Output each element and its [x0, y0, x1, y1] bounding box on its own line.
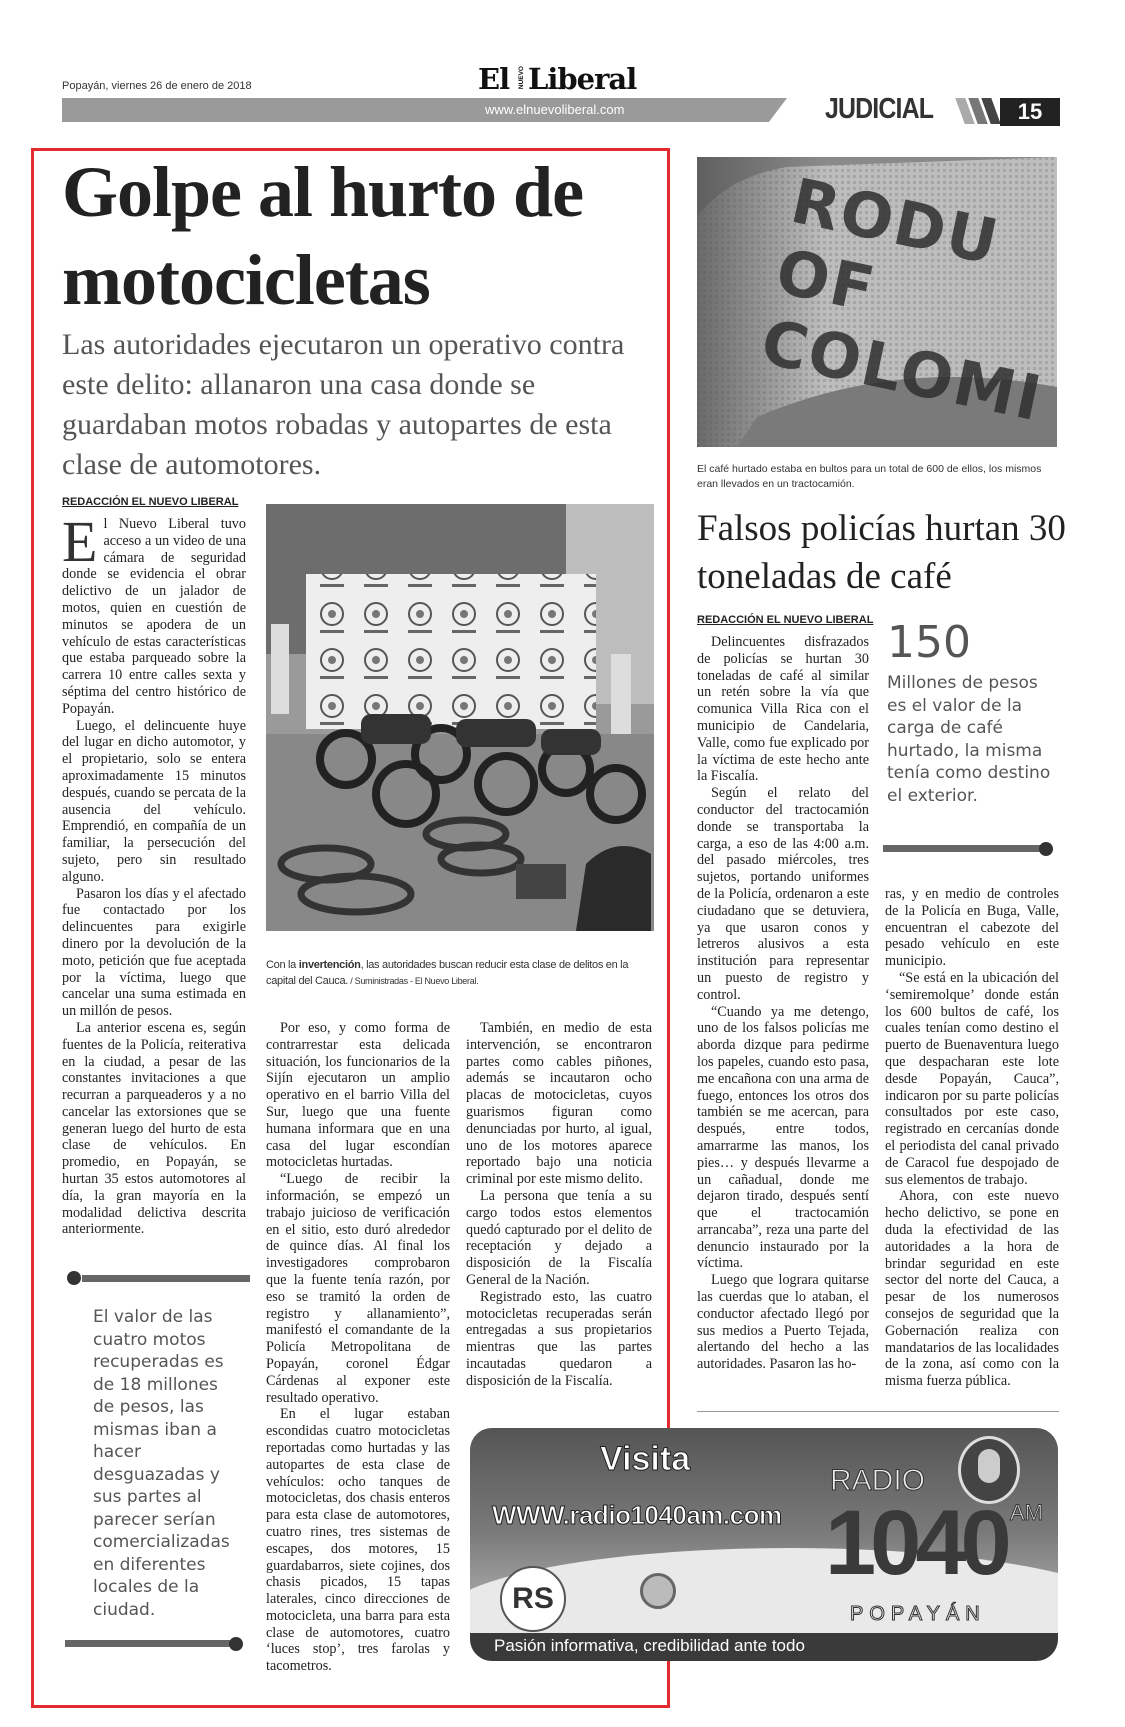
ad-frequency: 1040: [825, 1492, 1006, 1594]
col2-p3: En el lugar estaban escondidas cuatro motocicletas reportadas como hurtadas y las autopartes de esta clase de vehículos: ocho tanques de motocicletas, dos chasis enteros para esta clase de automotores, cuatro rines, tres sistemas de escapes, dos motores, 15 guardabarros, siete cojines, dos chasis picados, 15 tapas laterales, cinco direcciones de motocicleta, una barra para esta clase de automotores, cuatro ‘luces stop’, tres farolas y tacometros.: [266, 1406, 450, 1675]
main-byline: REDACCIÓN EL NUEVO LIBERAL: [62, 496, 239, 508]
side-colB-p3: Ahora, con este nuevo hecho delictivo, se pone en duda la efectividad de las autoridades a la hora de brindar seguridad en este sector del norte del Cauca, a pesar de los numerosos consejos de seguridad que la Gobernación realiza con mandatarios de las localidades de la zona, así como con la misma fuerza pública.: [885, 1188, 1059, 1390]
main-column-1: [62, 509, 246, 1238]
section-chevrons: [960, 98, 996, 124]
ad-city: POPAYÁN: [850, 1603, 986, 1625]
side-colB-p1: ras, y en medio de controles de la Policía en Buga, Valle, encuentran el cabezote del pesado vehículo en este municipio.: [885, 886, 1059, 970]
side-colA-p1: Delincuentes disfrazados de policías se hurtan 30 toneladas de café al similar un retén sobre la vía que comunica Villa Rica con el municipio de Candelaria, Valle, como fue explicado por la víctima de este hecho ante la Fiscalía.: [697, 634, 869, 785]
side-byline: REDACCIÓN EL NUEVO LIBERAL: [697, 614, 874, 626]
pull-quote-rule-bottom: [65, 1640, 230, 1647]
rs-logo: [500, 1566, 566, 1632]
logo-el: El: [478, 62, 510, 96]
side-colB-p2: “Se está en la ubicación del ‘semiremolque’ donde están los 600 bultos de café, los cuales tenían como destino el puerto de Buenaventura luego que despacharan este lote desde Popayán, Cauca”, indicaron por su parte policías consultados por este caso, registrado en cercanías donde el periodista del canal privado de Caracol fue despojado de sus elementos de trabajo.: [885, 969, 1059, 1188]
ad-slogan: Pasión informativa, credibilidad ante todo: [494, 1636, 805, 1655]
col2-p2: “Luego de recibir la información, se empezó un trabajo juicioso de verificación en el sitio, esto duró alrededor de quince días. Al final los investigadores comprobaron que la fuente tenía razón, por eso se tramitó la orden de registro y allanamiento”, manifestó el comandante de la Policía Metropolitana de Popayán, coronel Édgar Cárdenas al exponer este resultado operativo.: [266, 1171, 450, 1406]
rs-logo-text: RS: [512, 1582, 554, 1615]
side-column-b: [885, 886, 1059, 1390]
col1-p2: Luego, el delincuente huye del lugar en dicho automotor, y el propietario, solo se entera aproximadamente 15 minutos después, cuando se percata de la ausencia del vehículo. Emprendió, en compañía de un familiar, la persecución del sujeto, pero sin resultado alguno.: [62, 717, 246, 885]
ad-divider: [697, 1411, 1059, 1412]
header-bar: [62, 98, 787, 122]
swirl-icon: [640, 1573, 676, 1609]
col1-p4: La anterior escena es, según fuentes de la Policía, reiterativa en la ciudad, a pesar de las constantes invitaciones a que recurran a parqueaderos y a no cancelar las extorsiones que se generan luego del hurto de esta clase de vehículos. En promedio, en Popayán, se hurtan 35 estos automotores al día, la gran mayoría en la modalidad delictiva descrita anteriormente.: [62, 1019, 246, 1238]
col3-p2: La persona que tenía a su cargo todos estos elementos quedó capturado por el delito de receptación y dejado a disposición de la Fiscalía General de la Nación.: [466, 1187, 652, 1288]
side-headline: Falsos policías hurtan 30 toneladas de café: [697, 508, 1066, 597]
pull-quote-dot-top: [67, 1271, 81, 1285]
section-title: JUDICIAL: [825, 93, 934, 125]
logo-nuevo: NUEVO: [518, 66, 525, 90]
coffee-sack-print: RODU OF COLOMI: [755, 164, 1050, 436]
main-subhead: Las autoridades ejecutaron un operativo contra este delito: allanaron una casa donde se guardaban motos robadas y autopartes de esta clase de automotores.: [62, 328, 625, 481]
side-colA-p4: Luego que lograra quitarse las cuerdas que lo ataban, el conductor afectado llegó por sus medios a Puerto Tejada, alertando del hecho a las autoridades. Pasaron las ho-: [697, 1272, 869, 1373]
dateline: Popayán, viernes 26 de enero de 2018: [62, 80, 252, 92]
logo-liberal: Liberal: [528, 62, 637, 96]
ad-am-label: AM: [1010, 1500, 1043, 1525]
masthead-logo: [478, 62, 638, 96]
main-column-2: [266, 1020, 450, 1675]
drop-cap: E: [62, 509, 98, 574]
stat-number: 150: [887, 617, 971, 668]
ad-visit-label: Visita: [600, 1440, 691, 1478]
side-colA-p3: “Cuando ya me detengo, uno de los falsos policías me aborda dizque para pedirme los papeles, cuando esto pasa, me encañona con una arma de fuego, entonces los otros dos también se me acercan, para después, entre todos, amarrarme las manos, los pies… y después llevarme a un cañadual, donde me dejaron tirado, después sentí que el tractocamión arrancaba”, reza una parte del denuncio instaurado por la víctima.: [697, 1003, 869, 1272]
ad-url[interactable]: WWW.radio1040am.com: [492, 1500, 782, 1530]
col1-p1: l Nuevo Liberal tuvo acceso a un video de una cámara de seguridad donde se evidencia el obrar delictivo de un jalador de motos, quien en cuestión de minutos se apodera de un vehículo de estas características que estaba parqueado sobre la carrera 10 entre calles sexta y séptima del centro histórico de Popayán.: [62, 516, 246, 717]
page-number: 15: [1000, 98, 1060, 126]
pull-quote-dot-bottom: [229, 1637, 243, 1651]
ad-radio-label: RADIO: [830, 1464, 926, 1497]
col1-p3: Pasaron los días y el afectado fue contactado por los delincuentes para exigirle dinero por la devolución de la moto, petición que fue aceptada por la víctima, luego que cancelar una suma estimada en un millón de pesos.: [62, 885, 246, 1020]
main-headline: Golpe al hurto de motocicletas: [62, 152, 584, 320]
col3-p3: Registrado esto, las cuatro motocicletas recuperadas serán entregadas a sus propietarios mientras que las partes incautadas quedaron a disposición de la Fiscalía.: [466, 1288, 652, 1389]
motorcycle-photo: [266, 504, 654, 931]
stat-text: Millones de pesos es el valor de la carga de café hurtado, la misma tenía como destino el exterior.: [887, 673, 1051, 806]
coffee-photo-caption: El café hurtado estaba en bultos para un total de 600 de ellos, los mismos eran llevados en un tractocamión.: [697, 463, 1042, 490]
side-column-a: [697, 634, 869, 1373]
col3-p1: También, en medio de esta intervención, se encontraron partes como cables piñones, además se incautaron ocho placas de motocicletas, cuyos guarismos figuran como denunciadas por hurto, al igual, uno de los motores aparece reportado bajo una noticia criminal por este mismo delito.: [466, 1020, 652, 1188]
website-url[interactable]: www.elnuevoliberal.com: [485, 102, 625, 117]
main-column-3: [466, 1020, 652, 1390]
pull-quote: El valor de las cuatro motos recuperadas es de 18 millones de pesos, las mismas iban a hacer desguazadas y sus partes al parecer serían comercializadas en diferentes locales de la ciudad.: [93, 1307, 230, 1620]
stat-rule: [883, 845, 1043, 852]
motorcycle-photo-caption: Con la invertención, las autoridades buscan reducir esta clase de delitos en la capital del Cauca. / Suministradas - El Nuevo Liberal.: [266, 959, 629, 987]
col2-p1: Por eso, y como forma de contrarrestar esta delicada situación, los funcionarios de la Sijín ejecutaron un amplio operativo en el barrio Villa del Sur, luego que una fuente humana informara que en una casa del lugar escondían motocicletas hurtadas.: [266, 1020, 450, 1171]
pull-quote-rule-top: [82, 1275, 250, 1282]
radio-ad[interactable]: [470, 1428, 1058, 1661]
side-colA-p2: Según el relato del conductor del tractocamión donde se transportaba la carga, a eso de las 4:00 a.m. del pasado miércoles, tres sujetos, portando uniformes de la Policía, ordenaron a este ciudadano que se detuviera, ya que usaron conos y letreros alusivos a esta institución para representar un puesto de registro y control.: [697, 785, 869, 1003]
stat-dot: [1039, 842, 1053, 856]
